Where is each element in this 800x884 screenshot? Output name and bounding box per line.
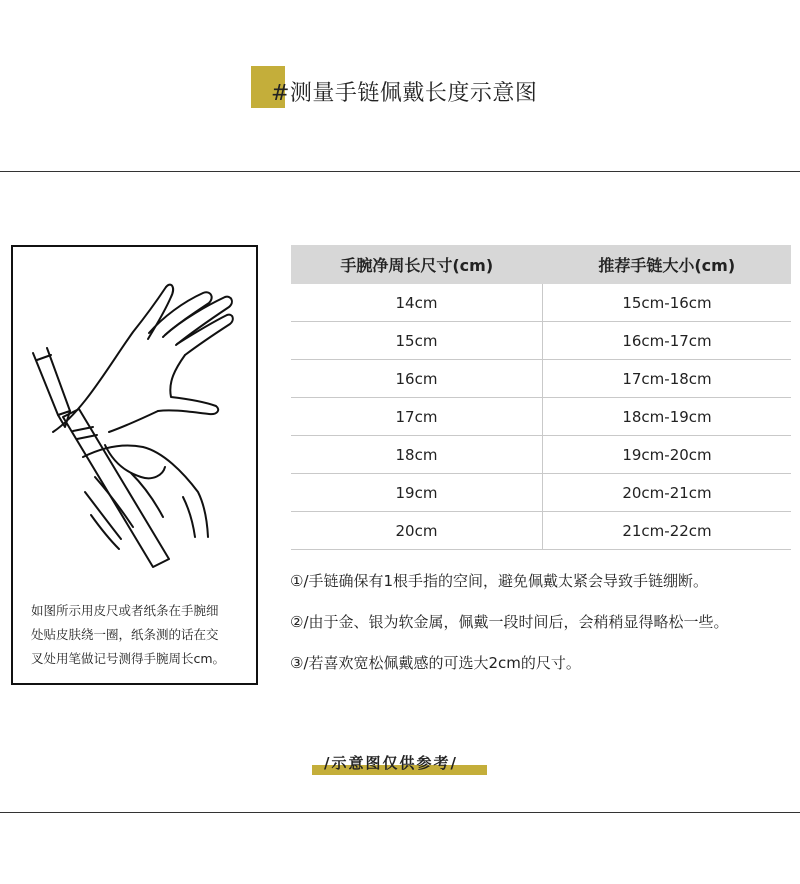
bracelet-size-cell: 18cm-19cm xyxy=(543,398,792,436)
wrist-size-cell: 16cm xyxy=(291,360,543,398)
column-header-bracelet: 推荐手链大小(cm) xyxy=(543,245,792,284)
size-chart-table xyxy=(291,245,791,550)
table-row xyxy=(291,398,791,436)
table-row xyxy=(291,284,791,322)
bracelet-size-cell: 15cm-16cm xyxy=(543,284,792,322)
note-item: ③/若喜欢宽松佩戴感的可选大2cm的尺寸。 xyxy=(290,654,581,672)
bracelet-size-cell: 16cm-17cm xyxy=(543,322,792,360)
notes-list xyxy=(290,570,729,693)
table-header-row xyxy=(291,245,791,284)
top-divider xyxy=(0,171,800,172)
note-item: ②/由于金、银为软金属，佩戴一段时间后，会稍稍显得略松一些。 xyxy=(290,613,729,631)
table-row xyxy=(291,322,791,360)
caption-line: 如图所示用皮尺或者纸条在手腕细 xyxy=(31,603,219,618)
table-row xyxy=(291,474,791,512)
wrist-size-cell: 18cm xyxy=(291,436,543,474)
table-row xyxy=(291,512,791,550)
page-title: #测量手链佩戴长度示意图 xyxy=(271,81,538,106)
caption-line: 叉处用笔做记号测得手腕周长cm。 xyxy=(31,651,226,666)
illustration-panel xyxy=(11,245,258,685)
wrist-size-cell: 17cm xyxy=(291,398,543,436)
wrist-size-cell: 19cm xyxy=(291,474,543,512)
wrist-size-cell: 14cm xyxy=(291,284,543,322)
bottom-divider xyxy=(0,812,800,813)
bracelet-size-cell: 19cm-20cm xyxy=(543,436,792,474)
bracelet-size-cell: 20cm-21cm xyxy=(543,474,792,512)
table-row xyxy=(291,360,791,398)
footer-label: /示意图仅供参考/ xyxy=(324,754,458,772)
column-header-wrist: 手腕净周长尺寸(cm) xyxy=(291,245,543,284)
illustration-caption xyxy=(31,599,243,671)
hand-measuring-illustration xyxy=(13,247,256,587)
footer-disclaimer xyxy=(312,750,487,776)
table-row xyxy=(291,436,791,474)
bracelet-size-cell: 21cm-22cm xyxy=(543,512,792,550)
note-item: ①/手链确保有1根手指的空间，避免佩戴太紧会导致手链绷断。 xyxy=(290,572,709,590)
caption-line: 处贴皮肤绕一圈，纸条测的话在交 xyxy=(31,627,219,642)
wrist-size-cell: 15cm xyxy=(291,322,543,360)
wrist-size-cell: 20cm xyxy=(291,512,543,550)
bracelet-size-cell: 17cm-18cm xyxy=(543,360,792,398)
